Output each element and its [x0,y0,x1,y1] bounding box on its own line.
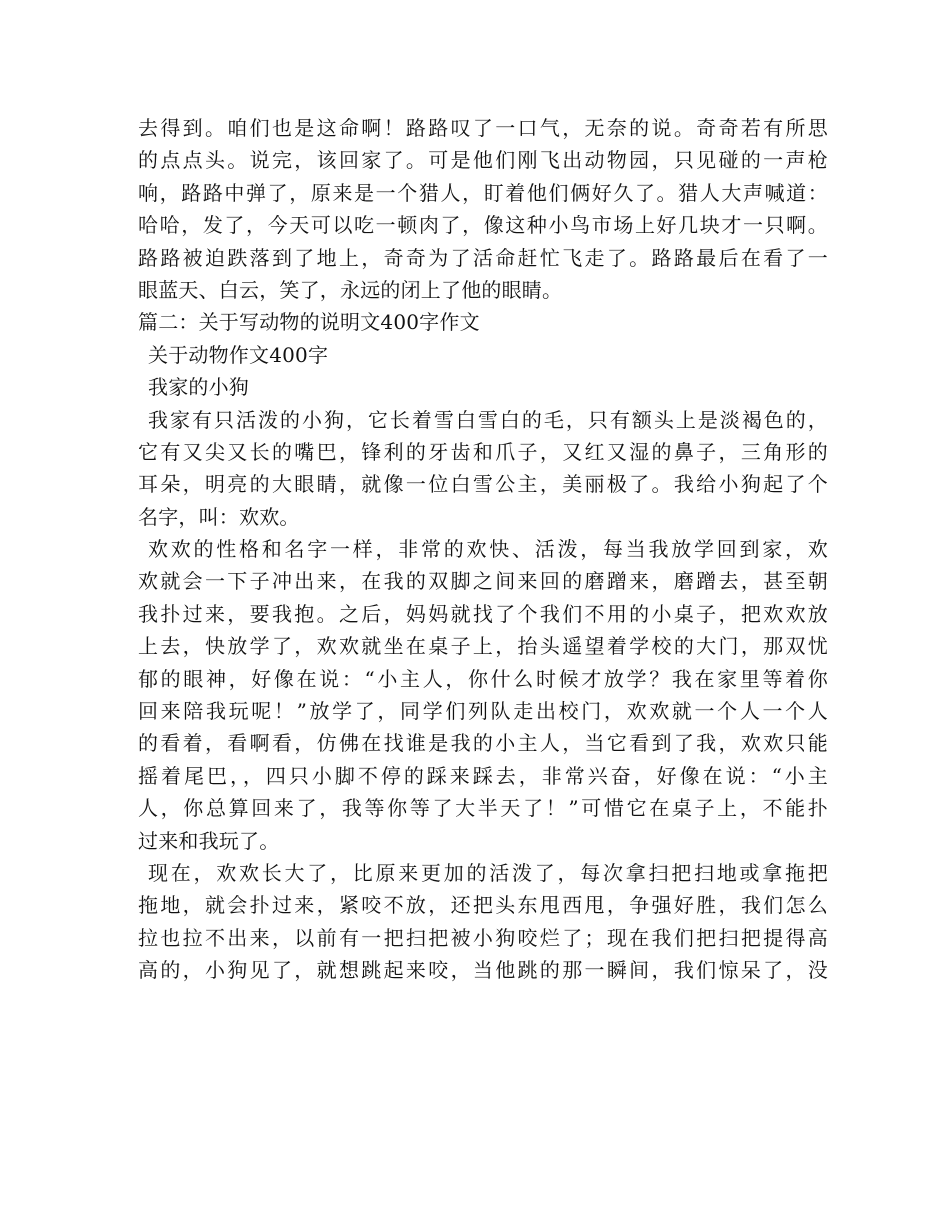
text-line: 过来和我玩了。 [138,828,280,853]
text-line: 欢欢的性格和名字一样，非常的欢快、活泼，每当我放学回到家，欢 [148,537,828,562]
document-body [138,112,828,987]
text-line: 哈哈，发了，今天可以吃一顿肉了，像这种小鸟市场上好几块才一只啊。 [138,213,828,238]
text-line: 拖地，就会扑过来，紧咬不放，还把头东甩西甩，争强好胜，我们怎么 [138,893,828,918]
text-line: 摇着尾巴，，四只小脚不停的踩来踩去，非常兴奋，好像在说：“小主 [138,763,828,788]
text-line: 我家有只活泼的小狗，它长着雪白雪白的毛，只有额头上是淡褐色的， [148,407,828,432]
text-line: 人，你总算回来了，我等你等了大半天了！”可惜它在桌子上，不能扑 [138,796,828,821]
text-line: 拉也拉不出来，以前有一把扫把被小狗咬烂了；现在我们把扫把提得高 [138,925,828,950]
text-line: 去得到。咱们也是这命啊！路路叹了一口气，无奈的说。奇奇若有所思 [138,116,828,140]
text-line: 关于动物作文400字 [148,342,329,367]
text-line: 名字，叫：欢欢。 [138,504,300,529]
text-line: 的点点头。说完，该回家了。可是他们刚飞出动物园，只见碰的一声枪 [138,148,828,173]
text-line: 我家的小狗 [148,375,249,400]
text-line: 回来陪我玩呢！”放学了，同学们列队走出校门，欢欢就一个人一个人 [138,699,828,724]
text-line: 篇二：关于写动物的说明文400字作文 [138,310,480,335]
text-line: 高的，小狗见了，就想跳起来咬，当他跳的那一瞬间，我们惊呆了，没 [138,958,828,983]
text-line: 上去，快放学了，欢欢就坐在桌子上，抬头遥望着学校的大门，那双忧 [138,634,828,659]
text-line: 路路被迫跌落到了地上，奇奇为了活命赶忙飞走了。路路最后在看了一 [138,245,828,270]
text-line: 现在，欢欢长大了，比原来更加的活泼了，每次拿扫把扫地或拿拖把 [148,860,828,885]
text-line: 它有又尖又长的嘴巴，锋利的牙齿和爪子，又红又湿的鼻子，三角形的 [138,439,828,464]
text-line: 耳朵，明亮的大眼睛，就像一位白雪公主，美丽极了。我给小狗起了个 [138,472,828,497]
text-line: 欢就会一下子冲出来，在我的双脚之间来回的磨蹭来，磨蹭去，甚至朝 [138,569,828,594]
text-line: 郁的眼神，好像在说：“小主人，你什么时候才放学？我在家里等着你 [138,666,828,691]
text-line: 眼蓝天、白云，笑了，永远的闭上了他的眼睛。 [138,277,563,302]
text-line: 的看着，看啊看，仿佛在找谁是我的小主人，当它看到了我，欢欢只能 [138,731,828,756]
text-line: 我扑过来，要我抱。之后，妈妈就找了个我们不用的小桌子，把欢欢放 [138,601,828,626]
text-line: 响，路路中弹了，原来是一个猎人，盯着他们俩好久了。猎人大声喊道： [138,180,828,205]
